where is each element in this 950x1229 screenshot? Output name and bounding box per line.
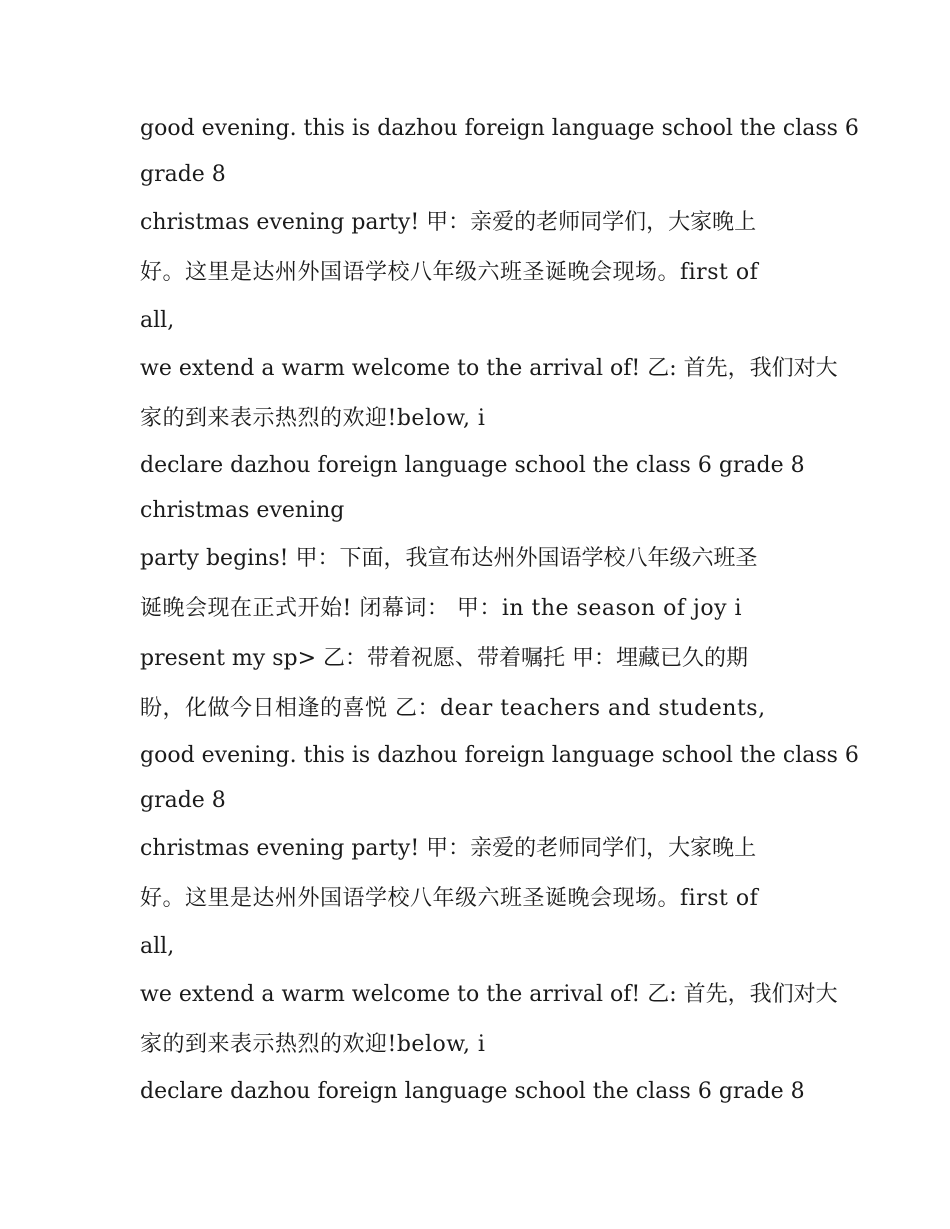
- text-line: 好。这里是达州外国语学校八年级六班圣诞晚会现场。first of: [140, 260, 759, 285]
- text-line: 盼，化做今日相逢的喜悦 乙：dear teachers and students,: [140, 696, 766, 721]
- text-line: declare dazhou foreign language school the class 6 grade 8: [140, 453, 805, 478]
- text-line: all,: [140, 934, 175, 959]
- text-line: declare dazhou foreign language school the class 6 grade 8: [140, 1079, 805, 1104]
- text-line: all,: [140, 308, 175, 333]
- text-line: grade 8: [140, 162, 226, 187]
- text-line: present my sp> 乙：带着祝愿、带着嘱托 甲：埋藏已久的期: [140, 646, 749, 671]
- text-line: 好。这里是达州外国语学校八年级六班圣诞晚会现场。first of: [140, 886, 759, 911]
- document-body: [140, 106, 859, 1114]
- text-line: we extend a warm welcome to the arrival of! 乙: 首先，我们对大: [140, 356, 838, 381]
- text-line: grade 8: [140, 788, 226, 813]
- text-line: 家的到来表示热烈的欢迎!below, i: [140, 406, 486, 431]
- text-line: christmas evening party! 甲：亲爱的老师同学们，大家晚上: [140, 210, 757, 235]
- text-line: we extend a warm welcome to the arrival of! 乙: 首先，我们对大: [140, 982, 838, 1007]
- text-line: christmas evening party! 甲：亲爱的老师同学们，大家晚上: [140, 836, 757, 861]
- text-line: good evening. this is dazhou foreign language school the class 6: [140, 743, 859, 768]
- text-line: 诞晚会现在正式开始! 闭幕词： 甲：in the season of joy i: [140, 596, 743, 621]
- text-line: good evening. this is dazhou foreign language school the class 6: [140, 116, 859, 141]
- text-line: christmas evening: [140, 498, 345, 523]
- text-line: party begins! 甲：下面，我宣布达州外国语学校八年级六班圣: [140, 546, 758, 571]
- text-line: 家的到来表示热烈的欢迎!below, i: [140, 1032, 486, 1057]
